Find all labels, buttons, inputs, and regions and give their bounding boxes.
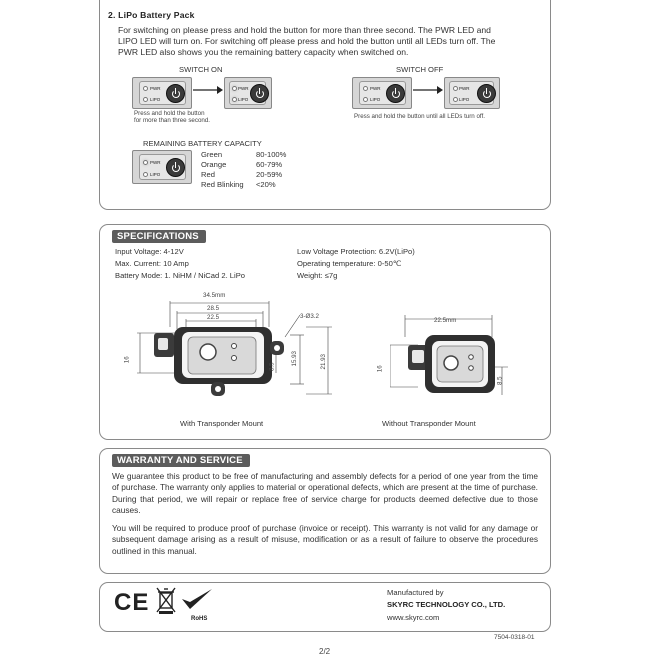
rohs-check-icon [180, 587, 214, 618]
spec-left-1: Max. Current: 10 Amp [115, 259, 189, 268]
ce-mark-icon: CE [114, 589, 150, 616]
company-name: SKYRC TECHNOLOGY CO., LTD. [387, 600, 506, 609]
page-number: 2/2 [319, 647, 331, 656]
with-mount-drawing [130, 289, 370, 414]
warranty-title: WARRANTY AND SERVICE [112, 454, 250, 467]
lipo-led-capacity [143, 172, 148, 177]
capacity-color-2: Red [201, 170, 215, 179]
dim-w2: 28.5 [207, 305, 220, 312]
capacity-range-1: 60-79% [256, 160, 283, 169]
lipo-section [99, 0, 551, 210]
warranty-paragraph-2: You will be required to produce proof of purchase (invoice or receipt). This warranty is not valid for any damage or subsequent damage arising as a result of misuse, modification or as a result of failure to observe the procedures outlined in this manual. [112, 523, 538, 556]
pwr-led-label-5: PWR [150, 160, 161, 165]
arrow-right-icon-2 [413, 83, 443, 97]
pwr-led [143, 86, 148, 91]
warranty-section [99, 448, 551, 574]
module-with-mount-icon [154, 327, 284, 396]
lipo-led-on [232, 97, 237, 102]
spec-right-0: Low Voltage Protection: 6.2V(LiPo) [297, 247, 415, 256]
lipo-led-3 [363, 97, 368, 102]
specifications-title: SPECIFICATIONS [112, 230, 206, 243]
dim-w4: 22.5mm [434, 317, 457, 324]
dim-holes: 3-Ø3.2 [300, 313, 319, 320]
capacity-color-3: Red Blinking [201, 180, 244, 189]
pwr-led-on [232, 86, 237, 91]
capacity-range-2: 20-59% [256, 170, 283, 179]
lipo-title: 2. LiPo Battery Pack [108, 10, 195, 20]
switch-on-caption-1: Press and hold the button [134, 110, 205, 117]
dim-h2193: 21.93 [319, 354, 327, 370]
lipo-led-label: LIPO [150, 97, 161, 102]
switch-on-panel-before [132, 77, 192, 109]
spec-left-2: Battery Mode: 1. NiHM / NiCad 2. LiPo [115, 271, 245, 280]
spec-left-0: Input Voltage: 4-12V [115, 247, 184, 256]
pwr-led-capacity [143, 160, 148, 165]
specifications-section [99, 224, 551, 440]
dim-h16: 16 [123, 356, 131, 364]
capacity-range-0: 80-100% [256, 150, 287, 159]
switch-on-panel-after [224, 77, 272, 109]
lipo-line-1: For switching on please press and hold the button for more than three second. The PWR LED and [118, 25, 491, 35]
capacity-range-3: <20% [256, 180, 276, 189]
power-button-icon-3 [386, 84, 405, 103]
lipo-led-label-4: LIPO [459, 97, 470, 102]
lipo-led-label-2: LIPO [238, 97, 249, 102]
pwr-led-label-3: PWR [370, 86, 381, 91]
pwr-led-3 [363, 86, 368, 91]
power-button-icon [166, 84, 185, 103]
capacity-color-0: Green [201, 150, 223, 159]
dim-h85: 8.5 [268, 362, 276, 372]
capacity-color-1: Orange [201, 160, 227, 169]
pwr-led-label-2: PWR [238, 86, 249, 91]
dim-h16b: 16 [376, 365, 384, 373]
switch-off-label: SWITCH OFF [396, 65, 444, 74]
switch-on-label: SWITCH ON [179, 65, 223, 74]
spec-right-1: Operating temperature: 0-50℃ [297, 259, 402, 268]
switch-on-caption-2: for more than three second. [134, 117, 211, 124]
lipo-line-2: LIPO LED will turn on. For switching off please press and hold the button until all LEDs turn off. The [118, 36, 496, 46]
switch-off-panel-after [444, 77, 500, 109]
module-without-mount-icon [408, 335, 495, 393]
lipo-led-off [453, 97, 458, 102]
lipo-led [143, 97, 148, 102]
switch-off-panel-before [352, 77, 412, 109]
weee-bin-icon [156, 587, 176, 620]
caption-without-mount: Without Transponder Mount [382, 419, 476, 428]
switch-off-caption: Press and hold the button until all LEDs turn off. [354, 113, 485, 120]
dim-w1: 34.5mm [203, 292, 226, 299]
arrow-right-icon [193, 83, 223, 97]
manufactured-by: Manufactured by [387, 588, 444, 597]
dim-w3: 22.5 [207, 314, 220, 321]
spec-right-2: Weight: ≤7g [297, 271, 338, 280]
dim-h1593: 15.93 [290, 351, 298, 367]
power-button-icon-4 [477, 84, 496, 103]
without-mount-drawing [390, 307, 530, 417]
warranty-paragraph-1: We guarantee this product to be free of manufacturing and assembly defects for a period of one year from the time of purchase. The warranty only applies to material or operational defects, which are present at the time of purchase. During that period, we will repair or replace free of service charge for products deemed defective due to those causes. [112, 471, 538, 515]
pwr-led-off [453, 86, 458, 91]
capacity-title: REMAINING BATTERY CAPACITY [143, 139, 262, 148]
capacity-panel [132, 150, 192, 184]
power-button-icon-2 [250, 84, 269, 103]
document-code: 7504-0318-01 [494, 634, 535, 641]
caption-with-mount: With Transponder Mount [180, 419, 264, 428]
footer-section [99, 582, 551, 632]
lipo-led-label-5: LIPO [150, 172, 161, 177]
pwr-led-label: PWR [150, 86, 161, 91]
company-website[interactable]: www.skyrc.com [387, 613, 440, 622]
rohs-label: RoHS [191, 616, 208, 622]
lipo-line-3: PWR LED also shows you the remaining battery capacity when switched on. [118, 47, 409, 57]
pwr-led-label-4: PWR [459, 86, 470, 91]
power-button-icon-5 [166, 158, 185, 177]
lipo-led-label-3: LIPO [370, 97, 381, 102]
dim-h85b: 8.5 [496, 376, 504, 386]
